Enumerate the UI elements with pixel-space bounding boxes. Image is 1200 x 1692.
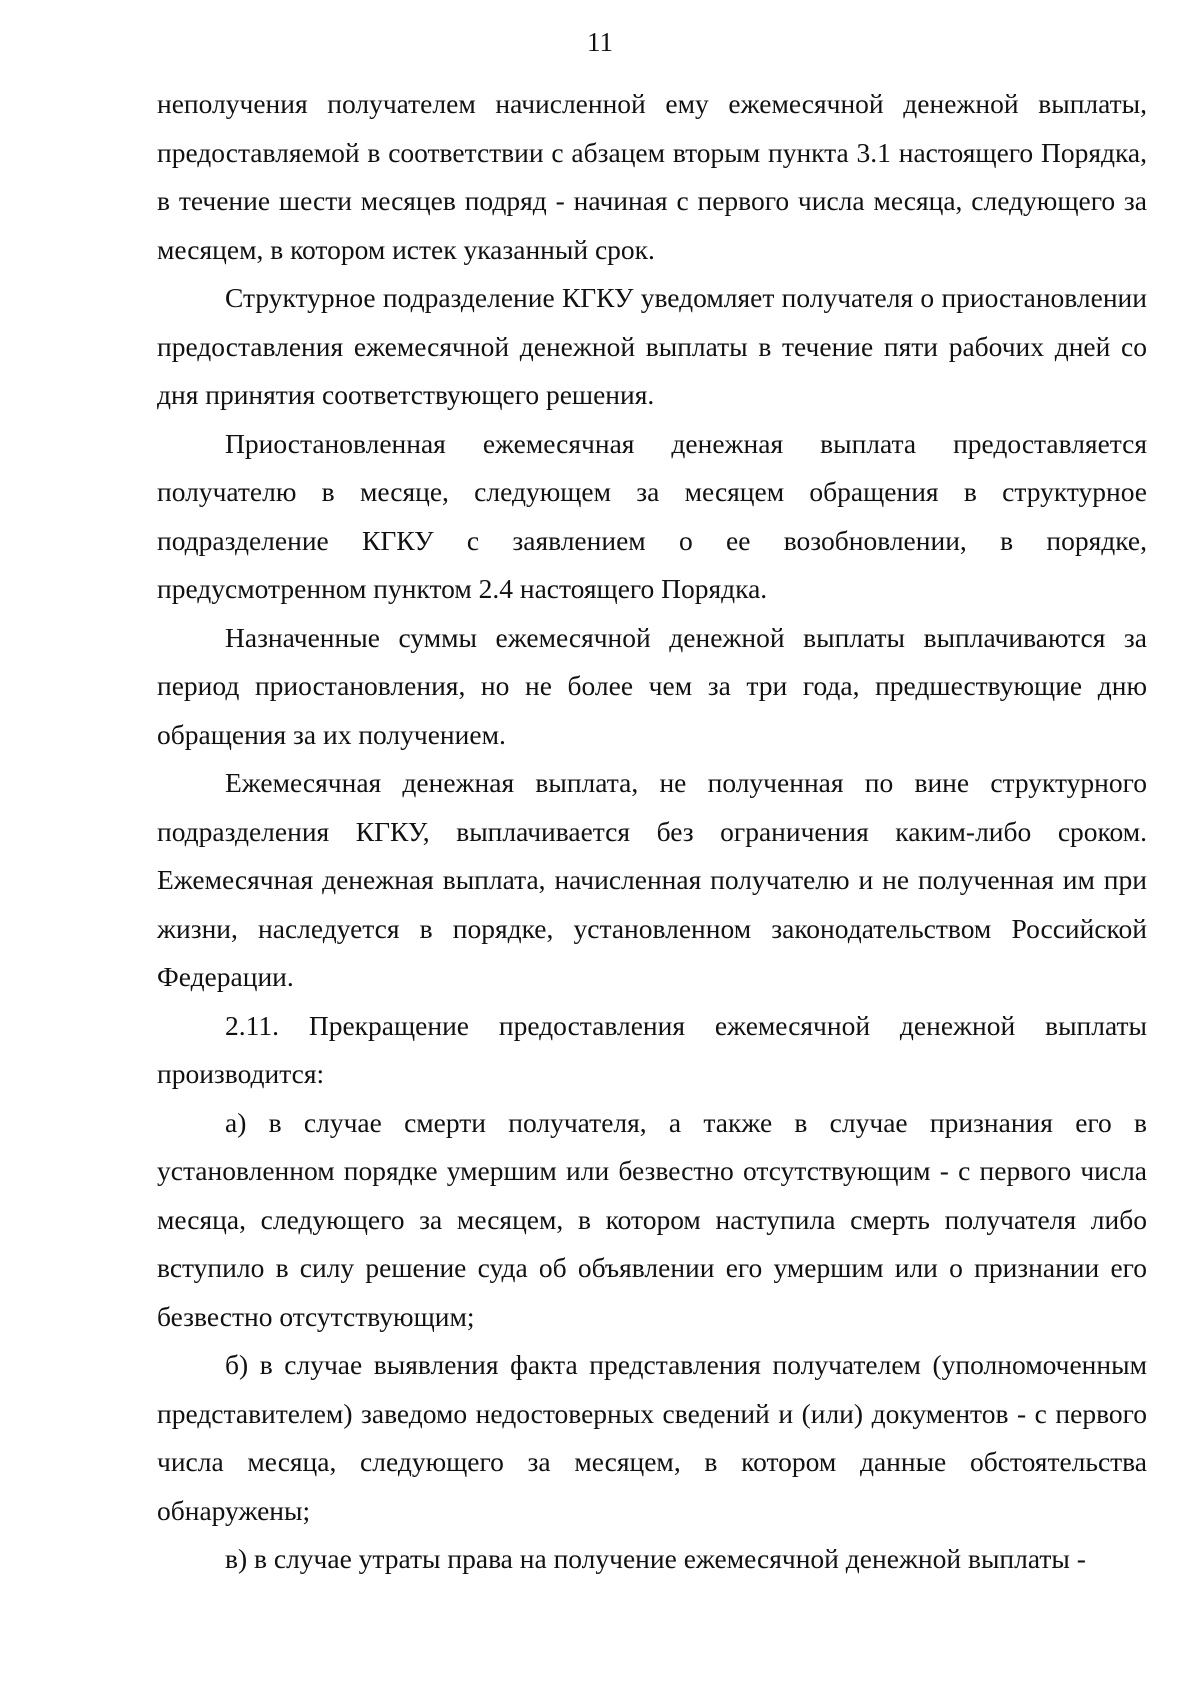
paragraph-unpaid-fault: Ежемесячная денежная выплата, не полученная по вине структурного подразделения КГКУ, выплачивается без ограничения каким-либо сроком. Ежемесячная денежная выплата, начисленная получателю и не полученная им при жизни, наследуется в порядке, установленном законодательством Российской Федерации. [157, 767, 1147, 992]
list-item-v: в) в случае утраты права на получение ежемесячной денежной выплаты - [225, 1543, 1086, 1574]
paragraph-arrears: Назначенные суммы ежемесячной денежной выплаты выплачиваются за период приостановления, но не более чем за три года, предшествующие дню обращения за их получением. [157, 621, 1147, 750]
list-item-b: б) в случае выявления факта представления получателем (уполномоченным представителем) заведомо недостоверных сведений и (или) документов - с первого числа месяца, следующего за месяцем, в котором данные обстоятельства обнаружены; [157, 1349, 1147, 1526]
paragraph-resumption: Приостановленная ежемесячная денежная выплата предоставляется получателю в месяце, следующем за месяцем обращения в структурное подразделение КГКУ с заявлением о ее возобновлении, в порядке, предусмотренном пунктом 2.4 настоящего Порядка. [157, 427, 1147, 604]
paragraph-continuation: неполучения получателем начисленной ему ежемесячной денежной выплаты, предоставляемой в соответствии с абзацем вторым пункта 3.1 настоящего Порядка, в течение шести месяцев подряд - начиная с первого числа месяца, следующего за месяцем, в котором истек указанный срок. [157, 88, 1147, 265]
paragraph-clause-2-11: 2.11. Прекращение предоставления ежемесячной денежной выплаты производится: [157, 1009, 1147, 1089]
page-number: 11 [587, 27, 613, 57]
list-item-a: а) в случае смерти получателя, а также в случае признания его в установленном порядке умершим или безвестно отсутствующим - с первого числа месяца, следующего за месяцем, в котором наступила смерть получателя либо вступило в силу решение суда об объявлении его умершим или о признании его безвестно отсутствующим; [157, 1106, 1147, 1332]
paragraph-notification: Структурное подразделение КГКУ уведомляет получателя о приостановлении предоставления ежемесячной денежной выплаты в течение пяти рабочих дней со дня принятия соответствующего решения. [157, 282, 1147, 410]
document-body [157, 80, 1147, 1584]
